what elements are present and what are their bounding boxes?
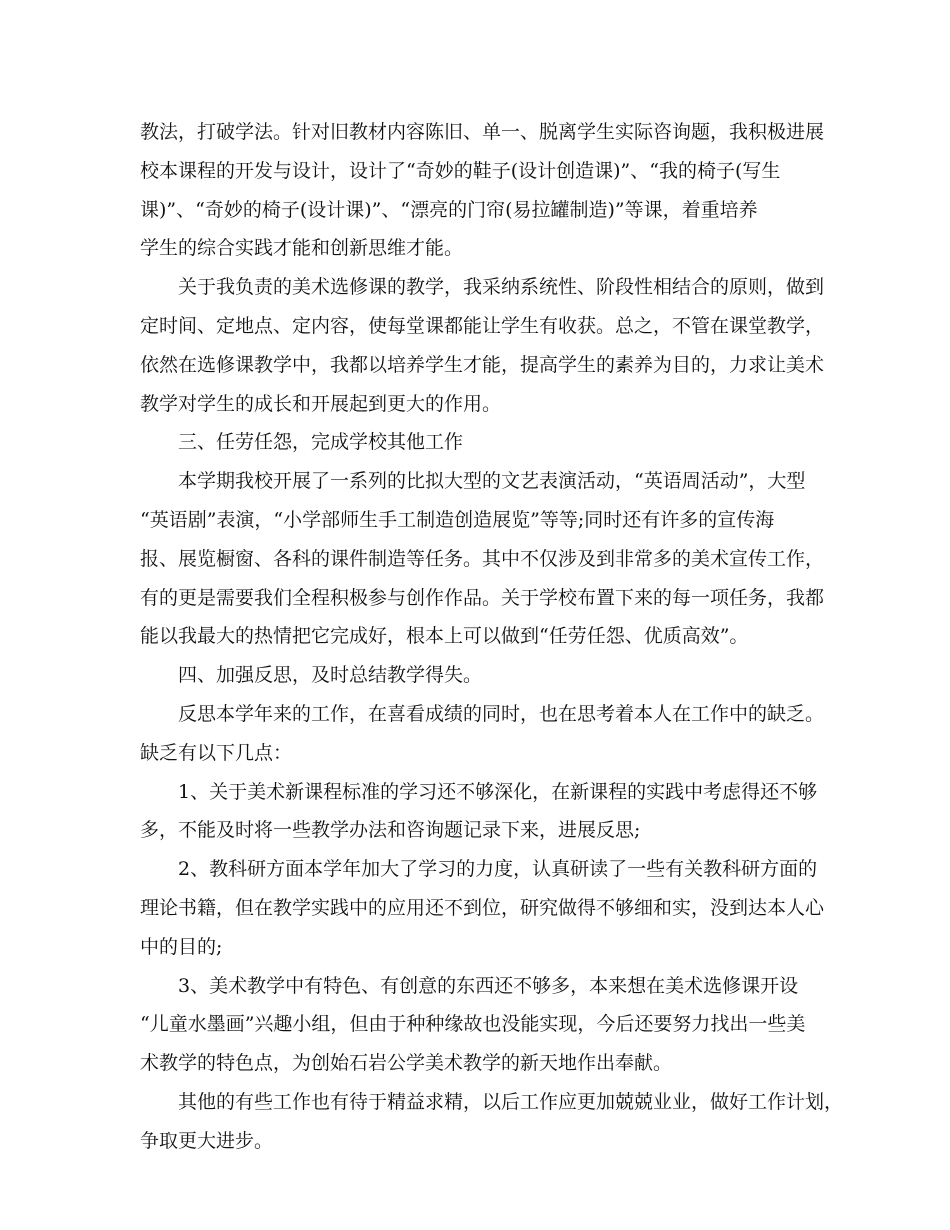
text-line: 关于我负责的美术选修课的教学，我采纳系统性、阶段性相结合的原则，做到 [178, 276, 825, 299]
paragraph-reflection [140, 695, 825, 773]
section-heading-4 [140, 656, 822, 695]
text-line: 本学期我校开展了一系列的比拟大型的文艺表演活动，“英语周活动”，大型 [178, 470, 806, 493]
section-heading: 四、加强反思，及时总结教学得失。 [178, 664, 483, 687]
text-line: 2、教科研方面本学年加大了学习的力度，认真研读了一些有关教科研方面的 [178, 858, 818, 881]
text-line: 课)”、“奇妙的椅子(设计课)”、“漂亮的门帘(易拉罐制造)”等课，着重培养 [140, 198, 758, 221]
text-line: 能以我最大的热情把它完成好，根本上可以做到“任劳任怨、优质高效”。 [140, 625, 749, 648]
text-line: 理论书籍，但在教学实践中的应用还不到位，研究做得不够细和实，没到达本人心 [140, 896, 825, 919]
text-line: 缺乏有以下几点： [140, 741, 293, 764]
text-line: 3、美术教学中有特色、有创意的东西还不够多，本来想在美术选修课开设 [178, 974, 799, 997]
text-line: 多，不能及时将一些教学办法和咨询题记录下来，进展反思; [140, 819, 641, 842]
text-line: 定时间、定地点、定内容，使每堂课都能让学生有收获。总之，不管在课堂教学， [140, 314, 825, 337]
text-line: 报、展览橱窗、各科的课件制造等任务。其中不仅涉及到非常多的美术宣传工作， [140, 547, 825, 570]
section-heading-3 [140, 423, 822, 462]
text-line: 1、关于美术新课程标准的学习还不够深化，在新课程的实践中考虑得还不够 [178, 780, 818, 803]
section-heading: 三、任劳任怨，完成学校其他工作 [178, 431, 464, 454]
text-line: 争取更大进步。 [140, 1129, 274, 1152]
text-line: 依然在选修课教学中，我都以培养学生才能，提高学生的素养为目的，力求让美术 [140, 353, 825, 376]
text-line: 教法，打破学法。针对旧教材内容陈旧、单一、脱离学生实际咨询题，我积极进展 [140, 121, 825, 143]
text-line: 学生的综合实践才能和创新思维才能。 [140, 237, 464, 260]
text-line: 有的更是需要我们全程积极参与创作作品。关于学校布置下来的每一项任务，我都 [140, 586, 825, 609]
list-item-3 [140, 967, 822, 1083]
paragraph-conclusion [140, 1083, 844, 1161]
paragraph-elective-course [140, 268, 825, 423]
text-line: “英语剧”表演，“小学部师生手工制造创造展览”等等;同时还有许多的宣传海 [140, 508, 775, 531]
text-line: 校本课程的开发与设计，设计了“奇妙的鞋子(设计创造课)”、“我的椅子(写生 [140, 159, 781, 182]
text-line: 术教学的特色点，为创始石岩公学美术教学的新天地作出奉献。 [140, 1052, 673, 1075]
list-item-2 [140, 850, 825, 966]
paragraph-teaching-methods [140, 113, 825, 268]
text-line: 中的目的; [140, 935, 223, 958]
text-line: 教学对学生的成长和开展起到更大的作用。 [140, 392, 502, 415]
text-line: “儿童水墨画”兴趣小组，但由于种种缘故也没能实现，今后还要努力找出一些美 [140, 1013, 806, 1036]
text-line: 反思本学年来的工作，在喜看成绩的同时，也在思考着本人在工作中的缺乏。 [178, 702, 825, 725]
text-line: 其他的有些工作也有待于精益求精，以后工作应更加兢兢业业，做好工作计划， [178, 1090, 844, 1113]
document-body [140, 113, 844, 1161]
list-item-1 [140, 773, 822, 851]
paragraph-school-activities [140, 462, 825, 656]
